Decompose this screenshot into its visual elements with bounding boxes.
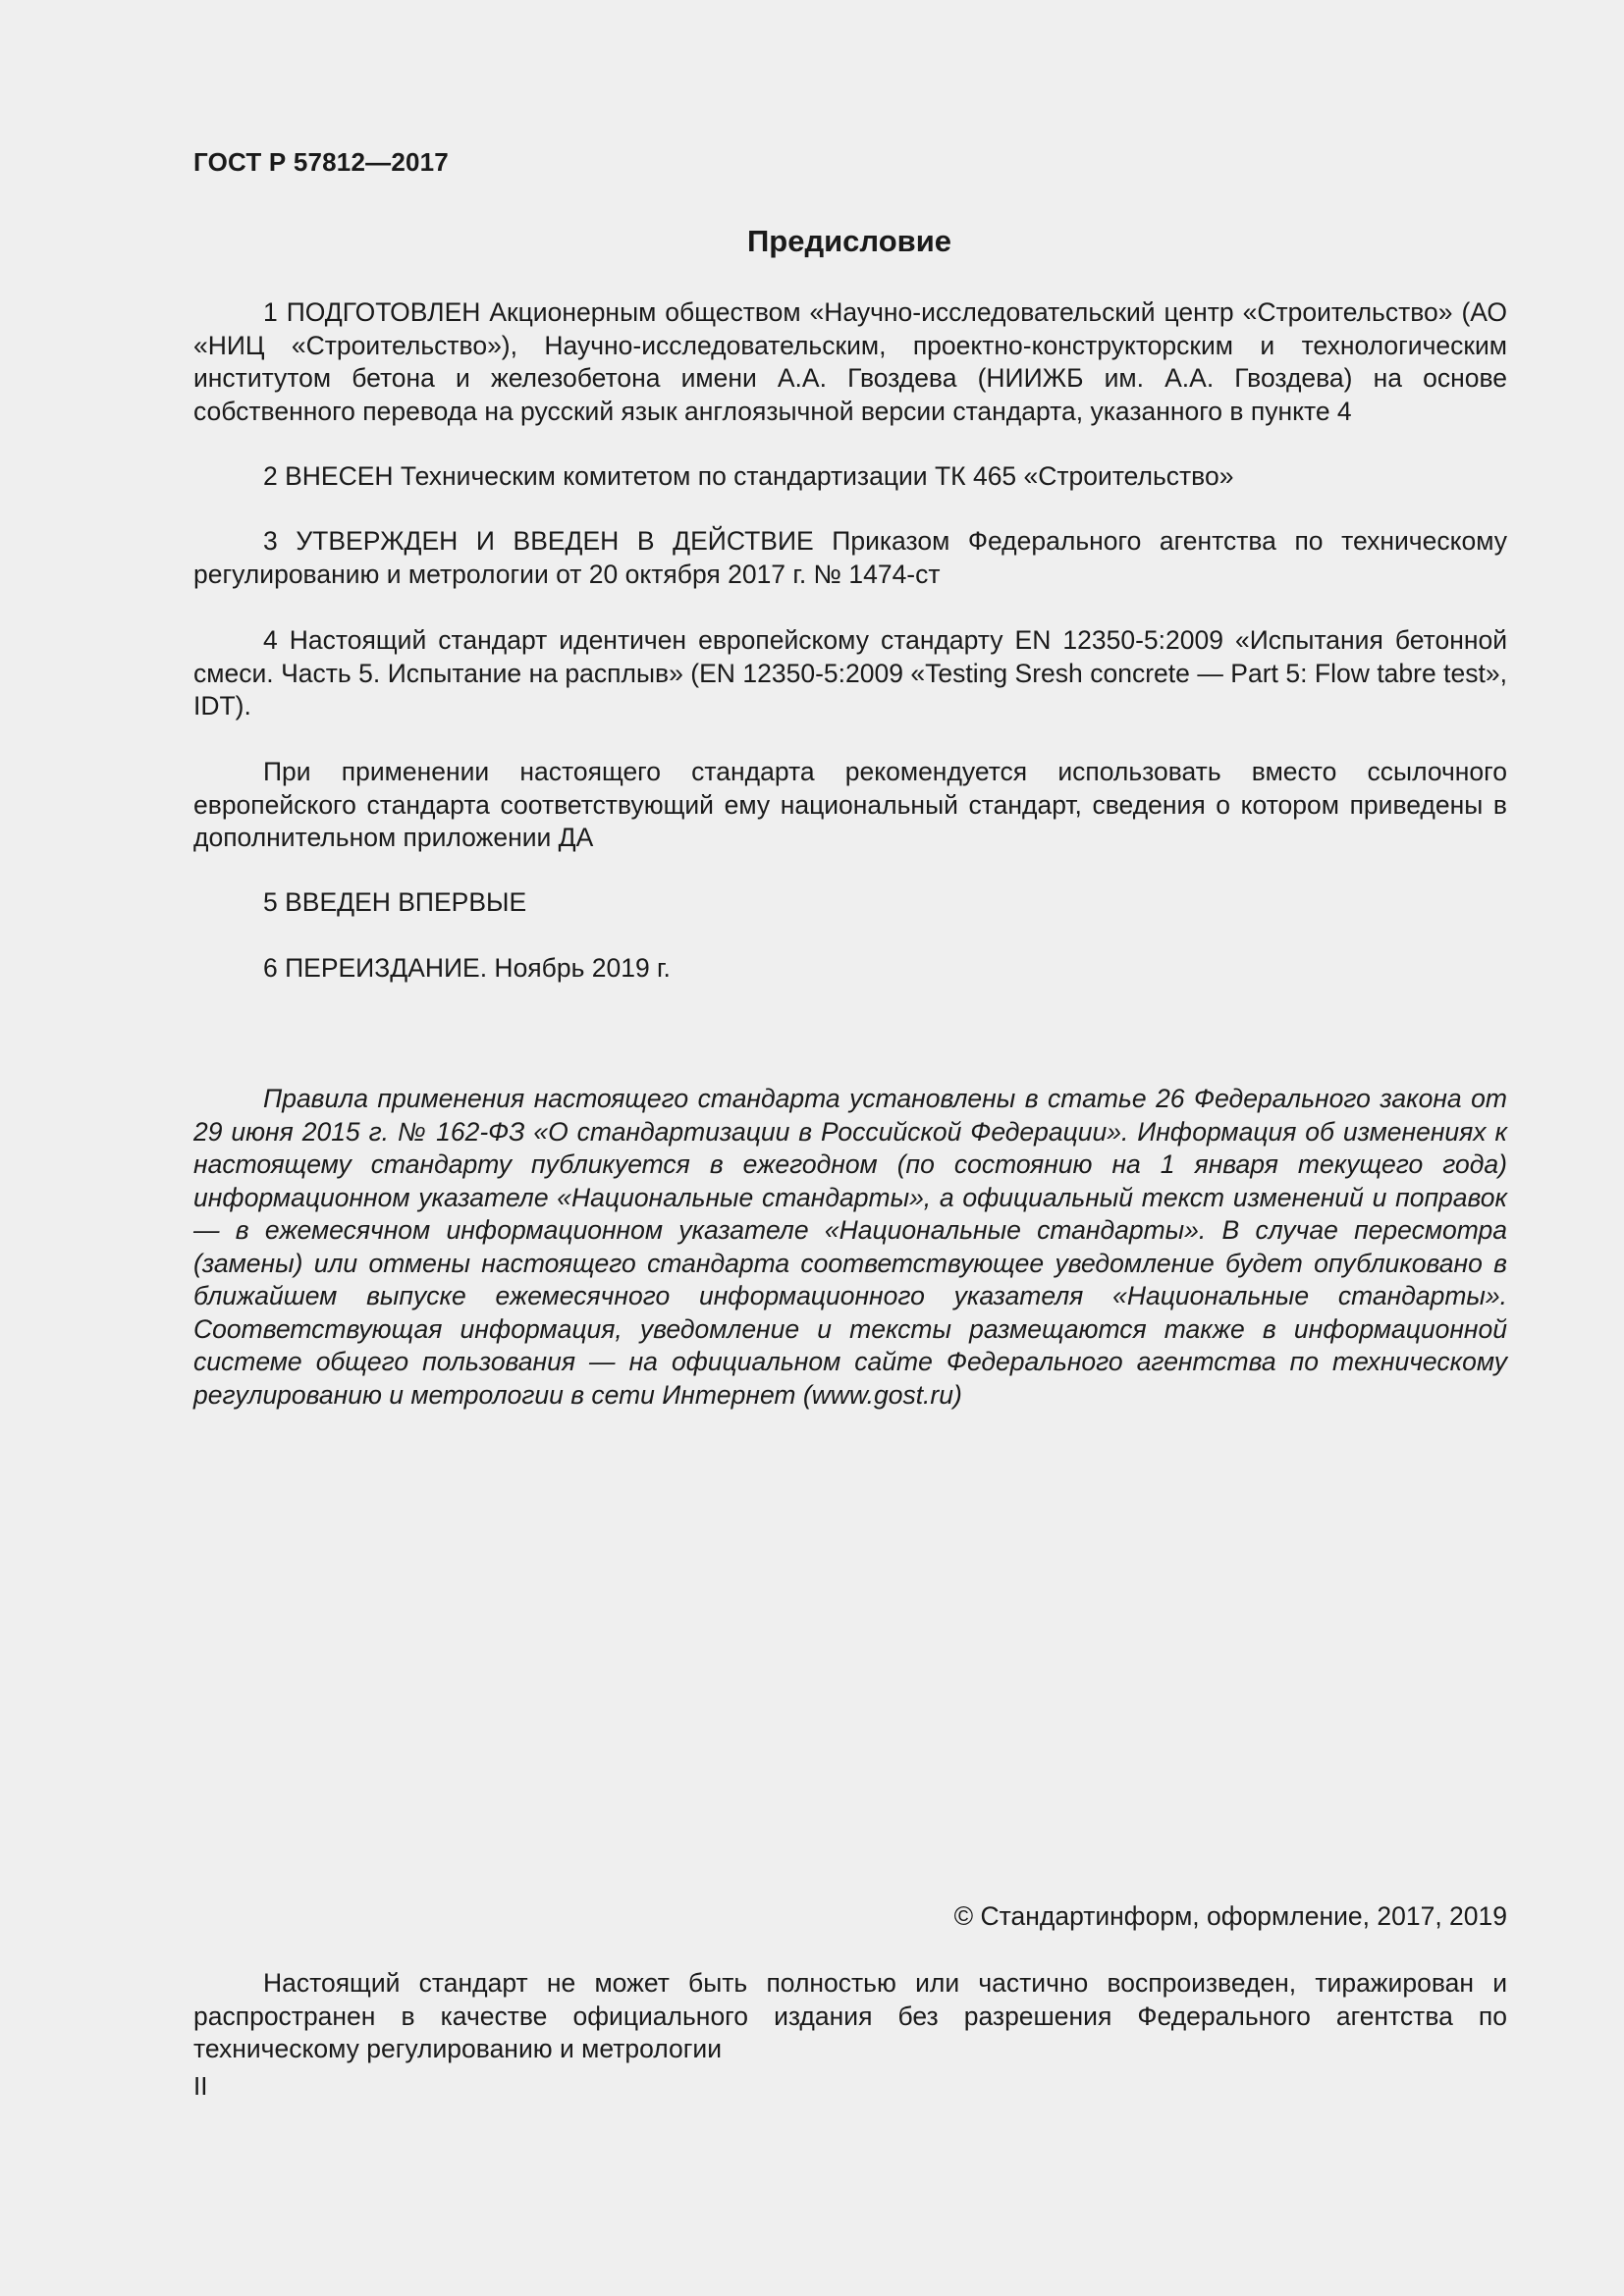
paragraph-text: 4 Настоящий стандарт идентичен европейскому стандарту EN 12350-5:2009 «Испытания бетонной смеси. Часть 5. Испытание на расплыв» (EN 12350-5:2009 «Testing Sresh concrete — Part 5: Flow tabre test», IDT). — [193, 625, 1507, 721]
page-number: II — [193, 2071, 208, 2101]
reproduction-notice-text: Настоящий стандарт не может быть полностью или частично воспроизведен, тиражирован и распространен в качестве официального издания без разрешения Федерального агентства по техническому регулированию и метрологии — [193, 1968, 1507, 2063]
paragraph-first-introduced — [193, 886, 1507, 920]
paragraph-text: 2 ВНЕСЕН Техническим комитетом по стандартизации ТК 465 «Строительство» — [263, 461, 1234, 491]
reproduction-notice — [193, 1967, 1507, 2066]
paragraph-text: 6 ПЕРЕИЗДАНИЕ. Ноябрь 2019 г. — [263, 953, 671, 983]
document-code: ГОСТ Р 57812—2017 — [193, 147, 449, 177]
rules-notice — [193, 1083, 1507, 1412]
rules-notice-text: Правила применения настоящего стандарта установлены в статье 26 Федерального закона от 29 июня 2015 г. № 162-ФЗ «О стандартизации в Российской Федерации». Информация об изменениях к настоящему стандарту публикуется в ежегодном (по состоянию на 1 января текущего года) информационном указателе «Национальные стандарты», а официальный текст изменений и поправок — в ежемесячном информационном указателе «Национальные стандарты». В случае пересмотра (замены) или отмены настоящего стандарта соответствующее уведомление будет опубликовано в ближайшем выпуске ежемесячного информационного указателя «Национальные стандарты». Соответствующая информация, уведомление и тексты размещаются также в информационной системе общего пользования — на официальном сайте Федерального агентства по техническому регулированию и метрологии в сети Интернет (www.gost.ru) — [193, 1084, 1507, 1410]
paragraph-text: 5 ВВЕДЕН ВПЕРВЫЕ — [263, 887, 527, 917]
paragraph-text: При применении настоящего стандарта рекомендуется использовать вместо ссылочного европейского стандарта соответствующий ему национальный стандарт, сведения о котором приведены в дополнительном приложении ДА — [193, 757, 1507, 852]
paragraph-reissue — [193, 952, 1507, 986]
paragraph-identical-standard — [193, 624, 1507, 723]
copyright-line: © Стандартинформ, оформление, 2017, 2019 — [953, 1901, 1507, 1931]
paragraph-introduced-by — [193, 460, 1507, 494]
paragraph-approved — [193, 525, 1507, 591]
page-title: Предисловие — [746, 224, 951, 258]
paragraph-prepared-by — [193, 296, 1507, 428]
paragraph-national-standard-note — [193, 756, 1507, 855]
paragraph-text: 1 ПОДГОТОВЛЕН Акционерным обществом «Научно-исследовательский центр «Строительство» (АО «НИЦ «Строительство»), Научно-исследовательским, проектно-конструкторским и технологическим институтом бетона и железобетона имени А.А. Гвоздева (НИИЖБ им. А.А. Гвоздева) на основе собственного перевода на русский язык англоязычной версии стандарта, указанного в пункте 4 — [193, 297, 1507, 426]
paragraph-text: 3 УТВЕРЖДЕН И ВВЕДЕН В ДЕЙСТВИЕ Приказом Федерального агентства по техническому регулированию и метрологии от 20 октября 2017 г. № 1474-ст — [193, 526, 1507, 589]
